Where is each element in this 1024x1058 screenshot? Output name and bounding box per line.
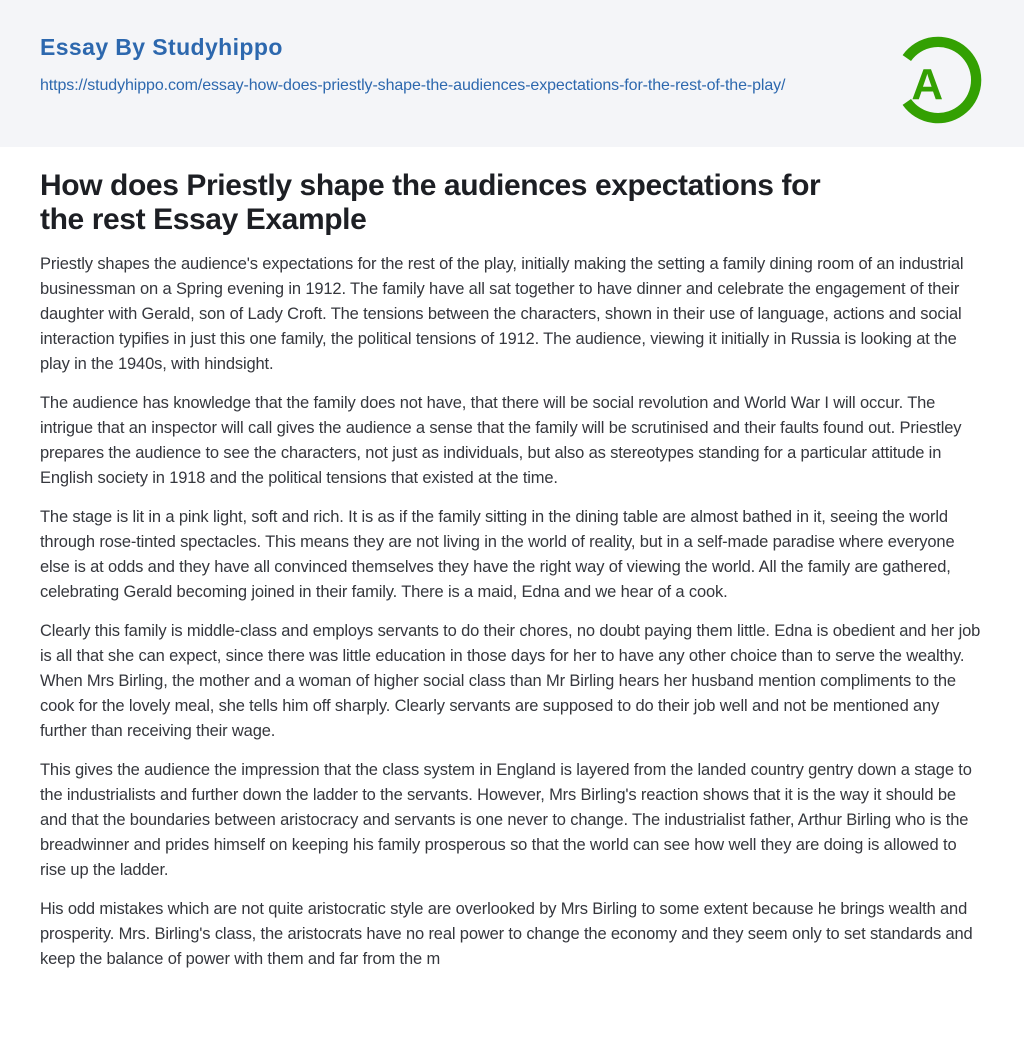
site-title: Essay By Studyhippo — [40, 34, 283, 60]
site-header — [0, 0, 1024, 147]
paragraph: The audience has knowledge that the family does not have, that there will be social revolution and World War I will occur. The intrigue that an inspector will call gives the audience a sense that the family will be scrutinised and their faults found out. Priestley prepares the audience to see the characters, not just as individuals, but also as stereotypes standing for a particular attitude in English society in 1918 and the political tensions that existed at the time. — [40, 394, 962, 487]
paragraph: The stage is lit in a pink light, soft and rich. It is as if the family sitting in the dining table are almost bathed in it, seeing the world through rose-tinted spectacles. This means they are not living in the world of reality, but in a self-made paradise where everyone else is at odds and they have all convinced themselves they have the right way of viewing the world. All the family are gathered, celebrating Gerald becoming joined in their family. There is a maid, Edna and we hear of a cook. — [40, 508, 955, 601]
logo-letter: A — [911, 60, 944, 110]
studyhippo-logo — [894, 36, 982, 124]
article-title: How does Priestly shape the audiences expectations for the rest Essay Example — [40, 169, 821, 236]
paragraph: Priestly shapes the audience's expectations for the rest of the play, initially making the setting a family dining room of an industrial businessman on a Spring evening in 1912. The family have all sat together to have dinner and celebrate the engagement of their daughter with Gerald, son of Lady Croft. The tensions between the characters, shown in their use of language, actions and social interaction typifies in just this one family, the political tensions of 1912. The audience, viewing it initially in Russia is looking at the play in the 1940s, with hindsight. — [40, 255, 964, 373]
paragraph: His odd mistakes which are not quite aristocratic style are overlooked by Mrs Birling to some extent because he brings wealth and prosperity. Mrs. Birling's class, the aristocrats have no real power to change the economy and they seem only to set standards and keep the balance of power with them and far from the m — [40, 900, 973, 968]
logo-arc-icon — [894, 36, 982, 124]
paragraph: This gives the audience the impression that the class system in England is layered from the landed country gentry down a stage to the industrialists and further down the ladder to the servants. However, Mrs Birling's reaction shows that it is the way it should be and that the boundaries between aristocracy and servants is one never to change. The industrialist father, Arthur Birling who is the breadwinner and prides himself on keeping his family prosperous so that the world can see how well they are doing is allowed to rise up the ladder. — [40, 761, 972, 879]
site-header-left — [40, 34, 785, 98]
article — [0, 147, 1024, 972]
article-body — [40, 252, 984, 972]
source-url-link[interactable]: https://studyhippo.com/essay-how-does-priestly-shape-the-audiences-expectations-for-the-rest-of-the-play/ — [40, 77, 786, 94]
paragraph: Clearly this family is middle-class and employs servants to do their chores, no doubt paying them little. Edna is obedient and her job is all that she can expect, since there was little education in those days for her to have any other choice than to serve the wealthy. When Mrs Birling, the mother and a woman of higher social class than Mr Birling hears her husband mention compliments to the cook for the lovely meal, she tells him off sharply. Clearly servants are supposed to do their job well and not be mentioned any further than receiving their wage. — [40, 622, 981, 740]
